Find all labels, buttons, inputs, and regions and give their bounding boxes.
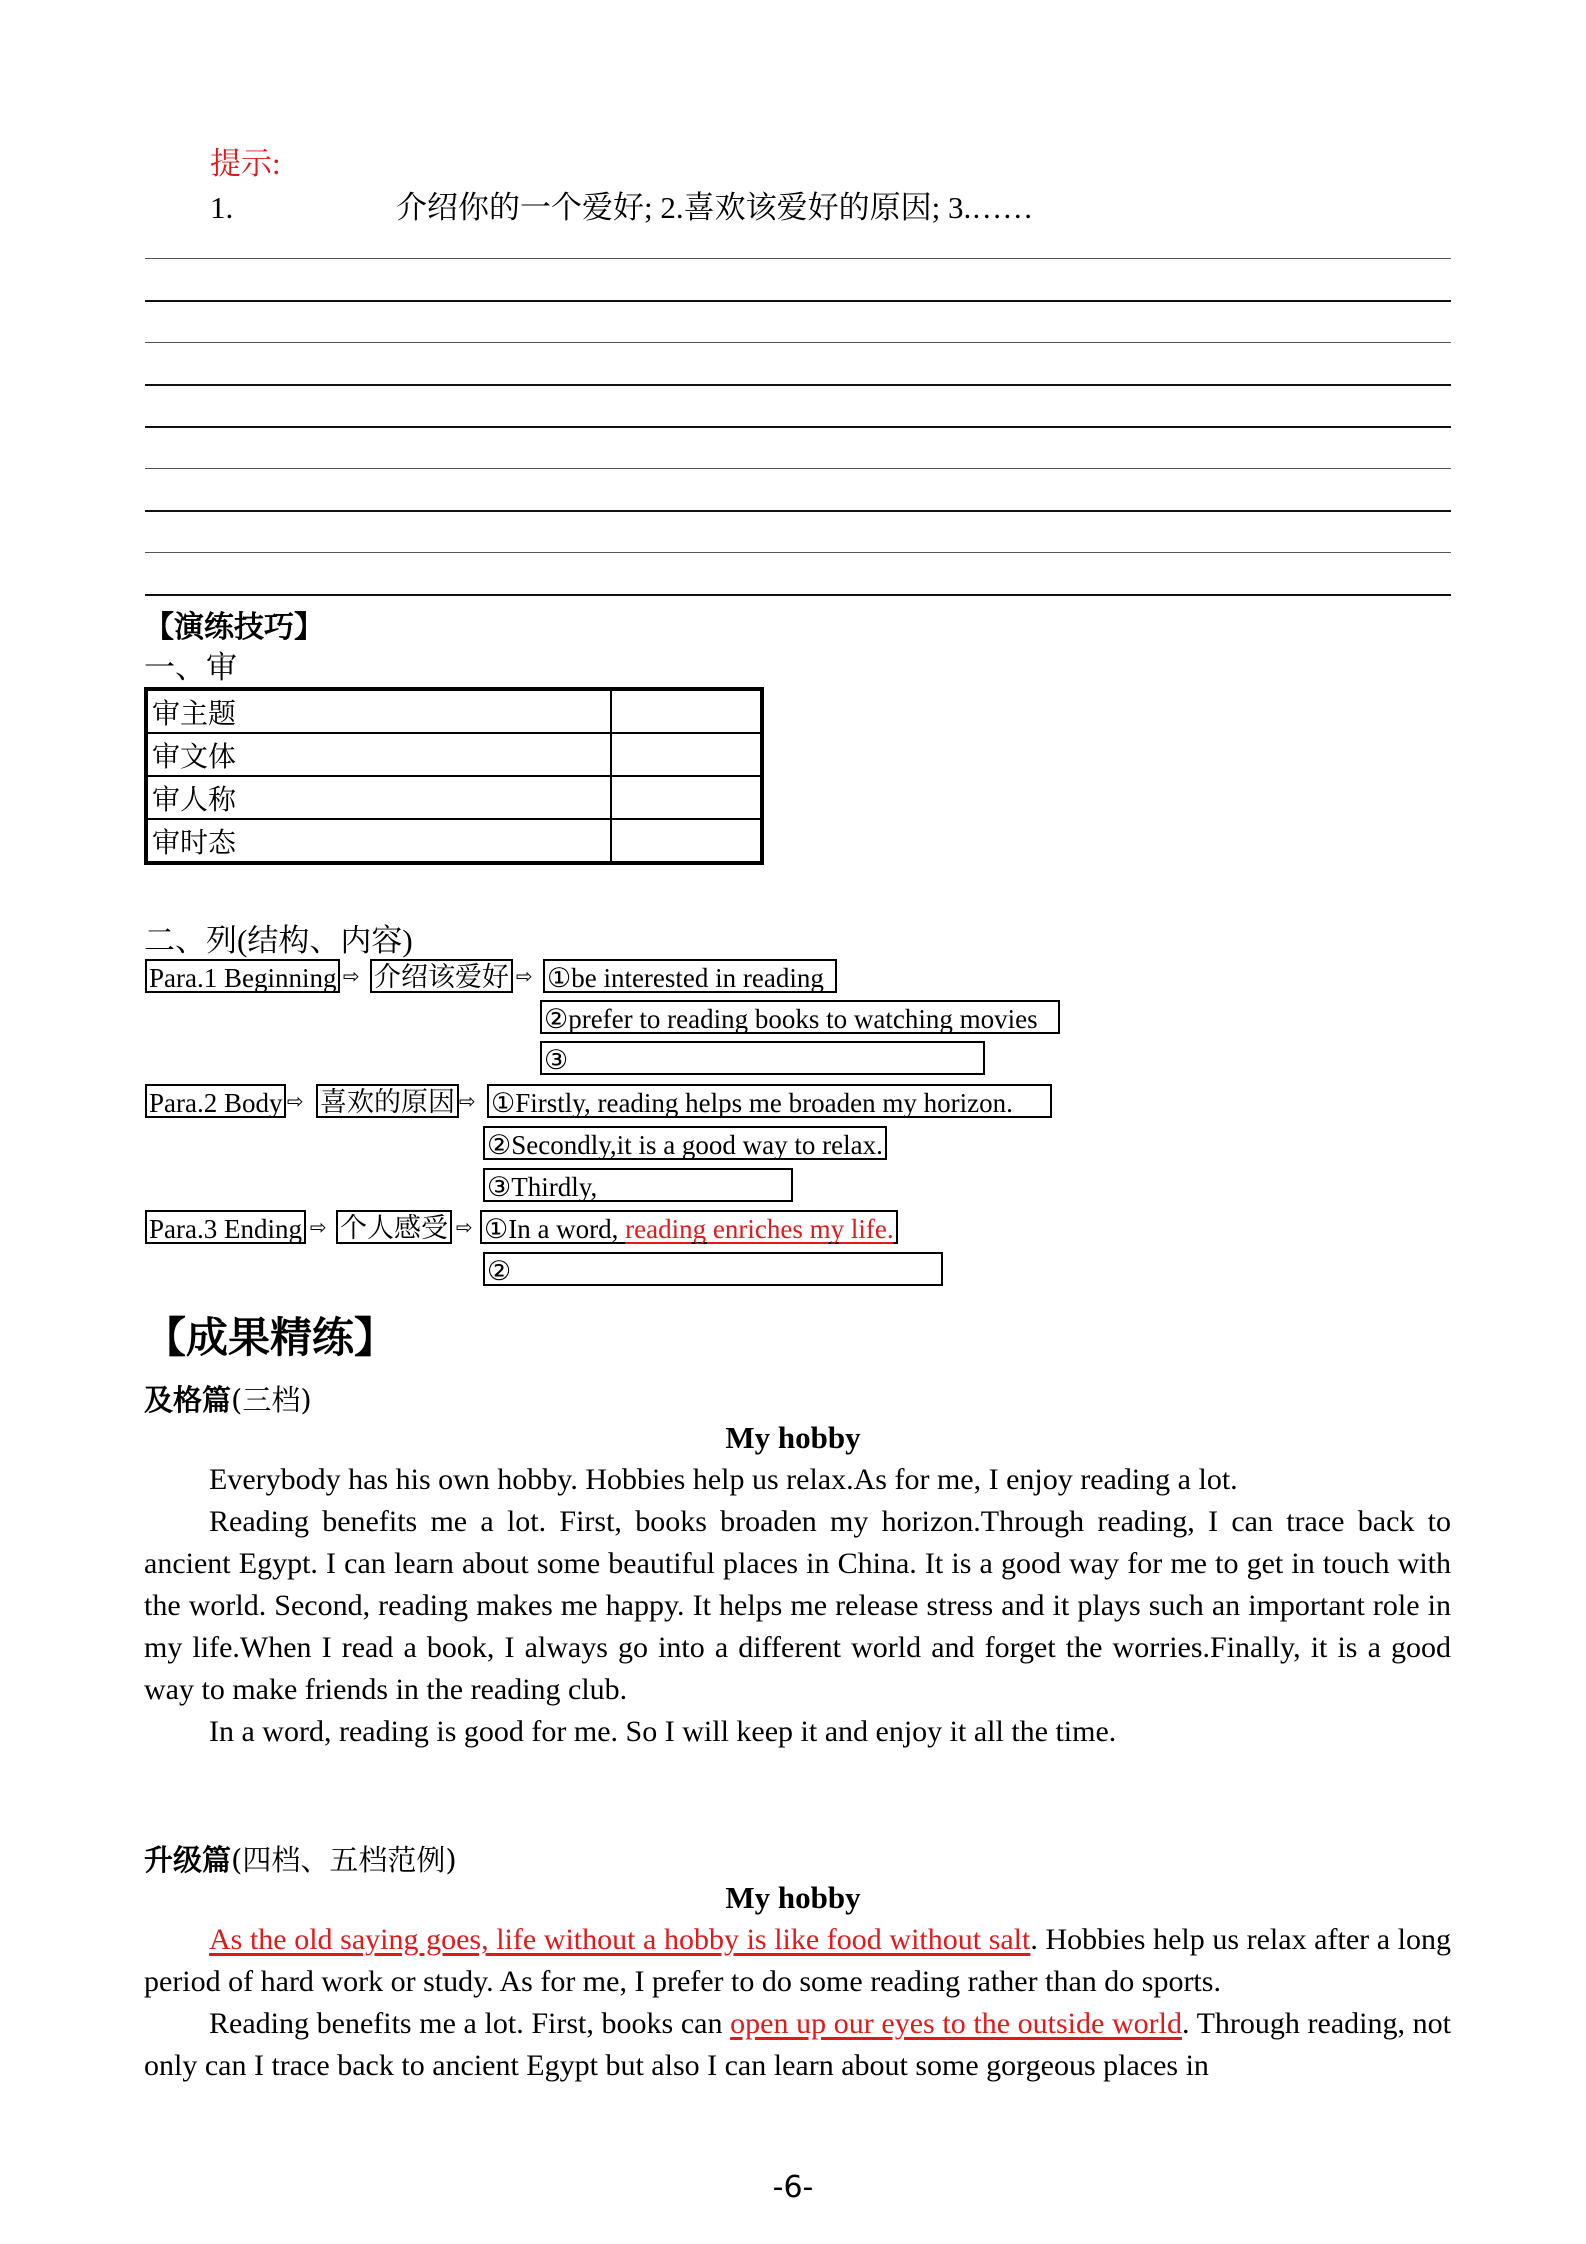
part1-title: 一、审 (144, 650, 237, 685)
writing-line (145, 300, 1451, 302)
essay-paragraph (144, 1919, 1451, 2003)
hint-number: 1. (210, 190, 234, 225)
para2-item1: ①Firstly, reading helps me broaden my horizon. (487, 1084, 1052, 1118)
para1-item1: ①be interested in reading (543, 959, 837, 993)
table-cell-label: 审主题 (146, 689, 611, 733)
paragraph-text: . Hobbies help us relax after a long period of hard work or study. As for me, I prefer to do some reading rather than do sports. (144, 1923, 1451, 1998)
para3-item1-prefix: ①In a word, (484, 1214, 626, 1244)
writing-line (145, 342, 1451, 343)
pass-level-note: (三档) (231, 1383, 312, 1417)
para2-item3-label: ③Thirdly, (487, 1172, 598, 1202)
table-row (146, 733, 762, 776)
table-row (146, 819, 762, 863)
para2-label: Para.2 Body (145, 1084, 286, 1118)
para2-item3[interactable] (483, 1168, 793, 1202)
para3-item2-label: ② (487, 1256, 512, 1286)
paragraph-text: Reading benefits me a lot. First, books can (209, 2007, 731, 2040)
table-cell-label: 审时态 (146, 819, 611, 863)
para1-item3[interactable] (540, 1041, 985, 1075)
hint-text: 介绍你的一个爱好; 2.喜欢该爱好的原因; 3.…… (396, 190, 1034, 225)
highlight-phrase: open up our eyes to the outside world (730, 2007, 1182, 2040)
arrow-icon: ⇨ (343, 964, 360, 988)
skills-title: 【演练技巧】 (144, 610, 324, 645)
writing-line (145, 594, 1451, 596)
arrow-icon: ⇨ (287, 1089, 304, 1113)
table-cell-blank[interactable] (611, 776, 762, 819)
para3-item2[interactable] (483, 1252, 943, 1286)
essay-upgrade (144, 1919, 1451, 2087)
table-cell-label: 审人称 (146, 776, 611, 819)
arrow-icon: ⇨ (459, 1089, 476, 1113)
para3-topic: 个人感受 (336, 1210, 452, 1244)
para1-label: Para.1 Beginning (145, 959, 340, 993)
table-cell-blank[interactable] (611, 733, 762, 776)
upgrade-level: 升级篇 (144, 1843, 232, 1877)
writing-line (145, 384, 1451, 386)
table-cell-blank[interactable] (611, 689, 762, 733)
upgrade-level-note: (四档、五档范例) (231, 1843, 457, 1877)
essay-paragraph: Reading benefits me a lot. First, books broaden my horizon.Through reading, I can trace back to ancient Egypt. I can learn about some beautiful places in China. It is a good way for me to get in touch with the world. Second, reading makes me happy. It helps me release stress and it plays such an important role in my life.When I read a book, I always go into a different world and forget the worries.Finally, it is a good way to make friends in the reading club. (144, 1505, 1451, 1706)
essay-paragraph: Everybody has his own hobby. Hobbies help us relax.As for me, I enjoy reading a lot. (209, 1463, 1238, 1496)
writing-line (145, 426, 1451, 428)
para2-item2: ②Secondly,it is a good way to relax. (483, 1126, 887, 1160)
para3-label: Para.3 Ending (145, 1210, 306, 1244)
essay-paragraph: In a word, reading is good for me. So I will keep it and enjoy it all the time. (209, 1715, 1117, 1748)
table-cell-label: 审文体 (146, 733, 611, 776)
hint-label: 提示: (210, 146, 281, 181)
essay-title: My hobby (725, 1420, 861, 1455)
part2-title: 二、列(结构、内容) (144, 923, 413, 958)
para2-topic: 喜欢的原因 (316, 1084, 459, 1118)
para1-item3-label: ③ (544, 1045, 569, 1075)
essay-title: My hobby (725, 1880, 861, 1915)
pass-level: 及格篇 (144, 1383, 232, 1417)
arrow-icon: ⇨ (310, 1215, 327, 1239)
table-row (146, 776, 762, 819)
para3-item1 (480, 1210, 898, 1244)
page-number: -6- (772, 2170, 814, 2205)
arrow-icon: ⇨ (516, 964, 533, 988)
table-cell-blank[interactable] (611, 819, 762, 863)
paragraph-text: . Through reading, not only can I trace back to ancient Egypt but also I can learn about some gorgeous places in (144, 2007, 1451, 2082)
para1-topic: 介绍该爱好 (370, 959, 513, 993)
review-table (144, 687, 764, 865)
essay-paragraph (144, 2003, 1451, 2087)
para3-item1-highlight: reading enriches my life. (625, 1214, 894, 1244)
results-title: 【成果精练】 (144, 1313, 397, 1362)
writing-line (145, 468, 1451, 469)
essay-pass (144, 1459, 1451, 1753)
table-row (146, 689, 762, 733)
upgrade-level-title (144, 1838, 457, 1879)
writing-line (145, 552, 1451, 553)
highlight-phrase: As the old saying goes, life without a hobby is like food without salt (209, 1923, 1031, 1956)
hint-line (210, 182, 1033, 227)
para1-item2: ②prefer to reading books to watching movies (540, 1000, 1060, 1034)
writing-line (145, 510, 1451, 512)
writing-line (145, 258, 1451, 259)
pass-level-title (144, 1378, 312, 1419)
arrow-icon: ⇨ (456, 1215, 473, 1239)
